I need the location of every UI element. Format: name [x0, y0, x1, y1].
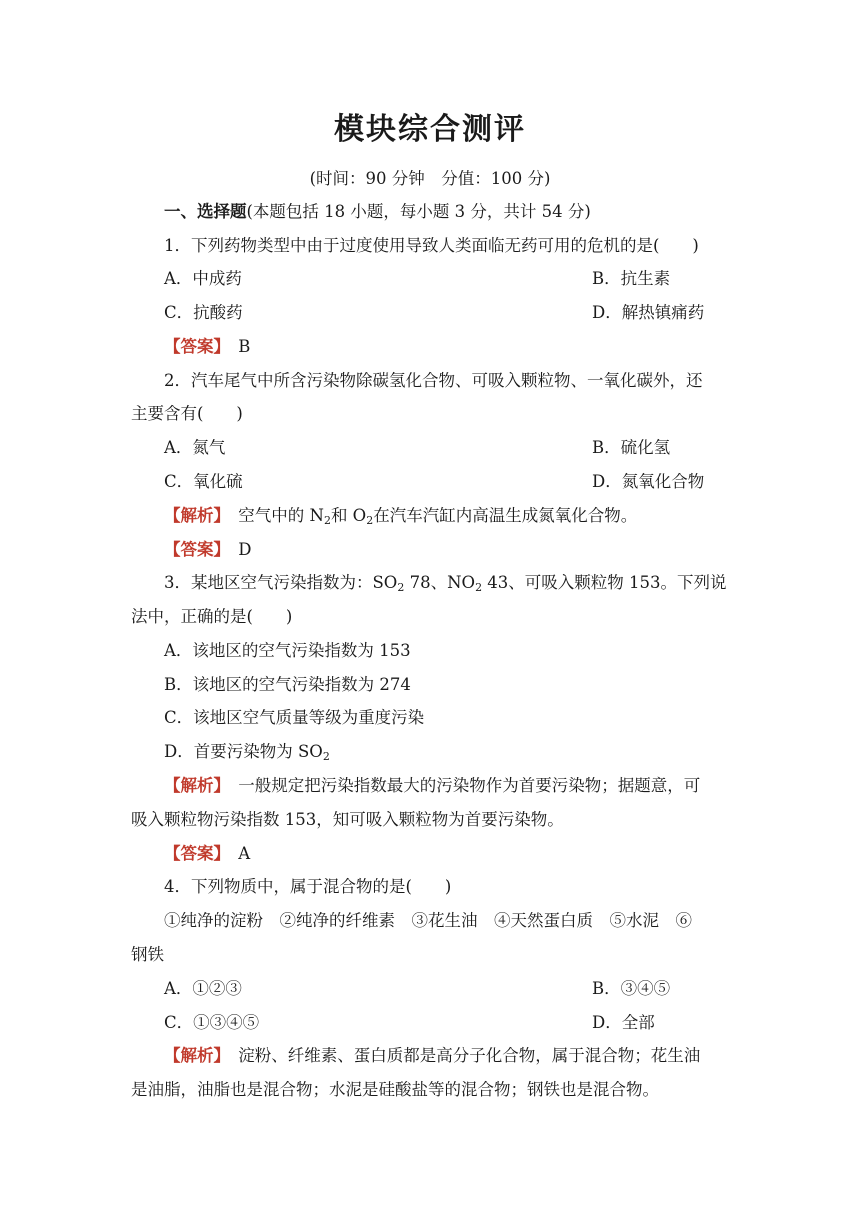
q1-option-d: D．解热镇痛药 — [592, 303, 705, 322]
exam-meta: (时间：90 分钟 分值：100 分) — [309, 169, 551, 188]
q4-option-c: C．①③④⑤ — [164, 1013, 260, 1032]
q3-option-d-text: D．首要污染物为 SO — [164, 742, 323, 761]
answer-tag: 【答案】 — [164, 337, 222, 356]
q3-answer: A — [238, 844, 251, 863]
q4-option-a: A．①②③ — [164, 979, 242, 998]
q2-stem-line1: 2．汽车尾气中所含污染物除碳氢化合物、可吸入颗粒物、一氧化碳外，还 — [164, 371, 703, 390]
answer-tag: 【答案】 — [164, 844, 222, 863]
q4-analysis-text: 淀粉、纤维素、蛋白质都是高分子化合物，属于混合物；花生油 — [238, 1046, 701, 1065]
subscript: 2 — [366, 514, 374, 527]
subscript: 2 — [323, 514, 331, 527]
q4-stem: 4．下列物质中，属于混合物的是( ) — [164, 877, 452, 896]
q3-answer-line — [164, 842, 731, 866]
subscript: 2 — [397, 581, 405, 594]
q1-option-b: B．抗生素 — [592, 269, 671, 288]
q3-stem-text: 78、NO — [404, 573, 476, 592]
q1-stem: 1．下列药物类型中由于过度使用导致人类面临无药可用的危机的是( ) — [164, 236, 699, 255]
q4-options-row2 — [164, 1011, 731, 1035]
analysis-tag: 【解析】 — [164, 506, 222, 525]
q2-answer: D — [238, 540, 252, 559]
q2-option-d: D．氮氧化合物 — [592, 472, 705, 491]
q1-option-c: C．抗酸药 — [164, 303, 243, 322]
q3-option-a: A．该地区的空气污染指数为 153 — [164, 641, 411, 660]
subscript: 2 — [322, 750, 330, 763]
q3-stem-line1 — [164, 571, 731, 595]
q2-option-c: C．氧化硫 — [164, 472, 243, 491]
q2-options-row1 — [164, 436, 731, 460]
section-note: (本题包括 18 小题，每小题 3 分，共计 54 分) — [246, 202, 591, 221]
q2-answer-line — [164, 538, 731, 562]
q4-option-b: B．③④⑤ — [592, 979, 671, 998]
q1-options-row2 — [164, 301, 731, 325]
page-title: 模块综合测评 — [334, 112, 526, 147]
q1-option-a: A．中成药 — [164, 269, 242, 288]
q3-option-d — [164, 740, 731, 764]
q2-option-b: B．硫化氢 — [592, 438, 671, 457]
section-heading: 一、选择题 — [164, 202, 247, 221]
q2-analysis-text: 空气中的 N — [238, 506, 324, 525]
q3-stem-text: 43、可吸入颗粒物 153。下列说 — [482, 573, 727, 592]
q4-items-line2: 钢铁 — [131, 945, 164, 964]
q3-analysis-line2: 吸入颗粒物污染指数 153，知可吸入颗粒物为首要污染物。 — [131, 810, 564, 829]
subscript: 2 — [475, 581, 483, 594]
q1-answer: B — [238, 337, 251, 356]
q2-stem-line2: 主要含有( ) — [131, 404, 243, 423]
q3-stem-line2: 法中，正确的是( ) — [131, 607, 293, 626]
analysis-tag: 【解析】 — [164, 776, 222, 795]
q2-analysis-text: 在汽车汽缸内高温生成氮氧化合物。 — [373, 506, 638, 525]
q3-analysis-line1 — [164, 774, 731, 798]
q3-analysis-text: 一般规定把污染指数最大的污染物作为首要污染物；据题意，可 — [238, 776, 701, 795]
q2-analysis-line — [164, 504, 731, 528]
q4-options-row1 — [164, 977, 731, 1001]
q1-options-row1 — [164, 267, 731, 291]
answer-tag: 【答案】 — [164, 540, 222, 559]
q3-stem-text: 3．某地区空气污染指数为：SO — [164, 573, 398, 592]
q2-options-row2 — [164, 470, 731, 494]
analysis-tag: 【解析】 — [164, 1046, 222, 1065]
q3-option-c: C．该地区空气质量等级为重度污染 — [164, 708, 425, 727]
q4-analysis-line1 — [164, 1044, 731, 1068]
q4-option-d: D．全部 — [592, 1013, 655, 1032]
q4-items-line1: ①纯净的淀粉 ②纯净的纤维素 ③花生油 ④天然蛋白质 ⑤水泥 ⑥ — [164, 911, 692, 930]
q4-analysis-line2: 是油脂，油脂也是混合物；水泥是硅酸盐等的混合物；钢铁也是混合物。 — [131, 1080, 659, 1099]
q2-analysis-text: 和 O — [330, 506, 367, 525]
q1-answer-line — [164, 335, 731, 359]
q3-option-b: B．该地区的空气污染指数为 274 — [164, 675, 411, 694]
q2-option-a: A．氮气 — [164, 438, 226, 457]
section-heading-line — [164, 200, 731, 224]
